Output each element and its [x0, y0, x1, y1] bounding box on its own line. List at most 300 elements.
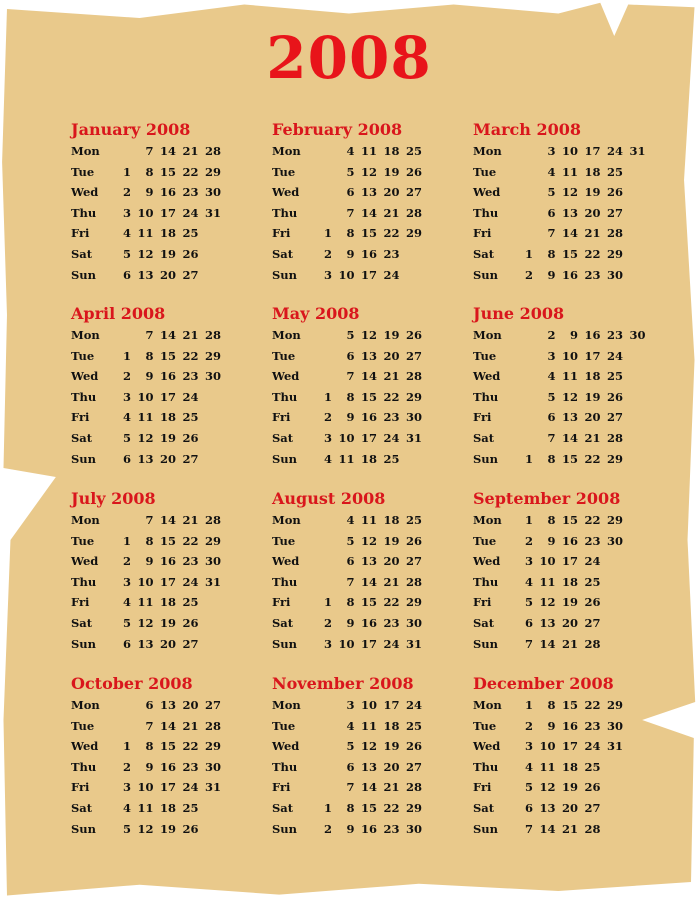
month-block: [71, 119, 271, 285]
weekday-row: [71, 244, 271, 265]
date-cell: 16: [360, 821, 377, 836]
date-cell: 20: [159, 636, 176, 651]
date-cell: 29: [405, 800, 422, 815]
weekday-label: Sat: [473, 430, 495, 445]
weekday-label: Thu: [473, 759, 499, 774]
date-cell: 1: [323, 595, 332, 610]
weekday-label: Tue: [71, 164, 95, 179]
date-cell: 24: [182, 389, 199, 404]
date-cell: 16: [584, 328, 601, 342]
date-cell: 12: [360, 328, 377, 342]
date-cell: 9: [547, 267, 556, 282]
date-cell: 8: [145, 348, 154, 363]
date-cell: 7: [547, 430, 556, 445]
date-cell: 29: [405, 389, 422, 404]
weekday-row: [473, 141, 673, 162]
weekday-row: [71, 265, 271, 286]
date-cell: 21: [182, 328, 199, 342]
date-cell: 25: [383, 451, 400, 466]
date-cell: 11: [561, 369, 578, 384]
date-cell: 31: [204, 574, 221, 589]
date-cell: 24: [182, 780, 199, 795]
date-cell: 8: [346, 226, 355, 241]
weekday-label: Thu: [272, 389, 298, 404]
date-cell: 6: [346, 759, 355, 774]
date-cell: 28: [204, 513, 221, 527]
weekday-label: Sun: [473, 451, 499, 466]
date-cell: 3: [122, 574, 131, 589]
date-cell: 15: [159, 533, 176, 548]
month-title: May 2008: [272, 304, 360, 323]
date-cell: 30: [606, 718, 623, 733]
date-cell: 2: [323, 246, 332, 261]
date-cell: 27: [182, 636, 199, 651]
weekday-label: Sat: [272, 615, 294, 630]
date-cell: 18: [360, 451, 377, 466]
date-cell: 9: [145, 554, 154, 569]
date-cell: 25: [606, 369, 623, 384]
date-cell: 25: [182, 595, 199, 610]
date-cell: 22: [584, 451, 601, 466]
weekday-label: Fri: [71, 780, 90, 795]
date-cell: 23: [584, 718, 601, 733]
date-cell: 4: [547, 164, 556, 179]
date-cell: 22: [383, 800, 400, 815]
date-cell: 6: [122, 451, 131, 466]
date-cell: 16: [360, 410, 377, 425]
weekday-row: [272, 182, 472, 203]
date-cell: 5: [122, 615, 131, 630]
date-cell: 13: [137, 451, 154, 466]
date-cell: 13: [539, 800, 556, 815]
date-cell: 26: [182, 821, 199, 836]
date-cell: 27: [204, 698, 221, 712]
weekday-row: [71, 592, 271, 613]
weekday-row: [272, 757, 472, 778]
date-cell: 19: [383, 328, 400, 342]
weekday-row: [71, 757, 271, 778]
date-cell: 28: [584, 636, 601, 651]
date-cell: 10: [561, 144, 578, 158]
date-cell: 2: [524, 267, 533, 282]
date-cell: 30: [405, 410, 422, 425]
weekday-row: [272, 366, 472, 387]
weekday-label: Thu: [71, 574, 97, 589]
weekday-row: [71, 387, 271, 408]
date-cell: 6: [547, 205, 556, 220]
date-cell: 29: [606, 451, 623, 466]
date-cell: 24: [606, 348, 623, 363]
date-cell: 27: [606, 205, 623, 220]
month-title: March 2008: [473, 120, 581, 139]
date-cell: 29: [405, 226, 422, 241]
weekday-row: [473, 182, 673, 203]
date-cell: 24: [182, 205, 199, 220]
date-cell: 2: [122, 185, 131, 200]
weekday-row: [71, 777, 271, 798]
month-title: November 2008: [272, 674, 414, 693]
date-cell: 3: [122, 205, 131, 220]
date-cell: 14: [539, 636, 556, 651]
weekday-row: [272, 510, 472, 531]
date-cell: 13: [561, 205, 578, 220]
date-cell: 17: [360, 267, 377, 282]
date-cell: 9: [346, 410, 355, 425]
weekday-row: [71, 695, 271, 716]
weekday-row: [473, 449, 673, 470]
date-cell: 28: [405, 205, 422, 220]
date-cell: 12: [137, 246, 154, 261]
weekday-label: Wed: [272, 739, 300, 754]
date-cell: 4: [524, 574, 533, 589]
date-cell: 25: [584, 574, 601, 589]
date-cell: 24: [383, 636, 400, 651]
date-cell: 22: [584, 246, 601, 261]
weekday-row: [71, 182, 271, 203]
weekday-row: [473, 387, 673, 408]
date-cell: 19: [159, 821, 176, 836]
date-cell: 11: [539, 759, 556, 774]
month-block: [71, 673, 271, 839]
date-cell: 11: [539, 574, 556, 589]
date-cell: 11: [360, 718, 377, 733]
weekday-label: Sun: [473, 267, 499, 282]
date-cell: 10: [137, 205, 154, 220]
date-cell: 4: [122, 226, 131, 241]
month-block: [473, 673, 673, 839]
date-cell: 26: [405, 328, 422, 342]
date-cell: 24: [405, 698, 422, 712]
date-cell: 19: [584, 185, 601, 200]
weekday-label: Sat: [473, 246, 495, 261]
weekday-row: [473, 777, 673, 798]
date-cell: 3: [524, 554, 533, 569]
weekday-row: [473, 407, 673, 428]
date-cell: 22: [584, 698, 601, 712]
date-cell: 13: [360, 554, 377, 569]
date-cell: 2: [122, 759, 131, 774]
date-cell: 1: [323, 389, 332, 404]
date-cell: 14: [159, 718, 176, 733]
date-cell: 5: [346, 328, 355, 342]
weekday-row: [71, 162, 271, 183]
month-title: February 2008: [272, 120, 403, 139]
date-cell: 13: [360, 185, 377, 200]
date-cell: 1: [122, 348, 131, 363]
date-cell: 13: [360, 759, 377, 774]
weekday-row: [71, 428, 271, 449]
date-cell: 21: [383, 369, 400, 384]
date-cell: 15: [159, 164, 176, 179]
date-cell: 3: [323, 430, 332, 445]
date-cell: 5: [122, 430, 131, 445]
weekday-row: [71, 634, 271, 655]
date-cell: 15: [360, 800, 377, 815]
weekday-label: Sun: [272, 267, 298, 282]
weekday-label: Sun: [71, 636, 97, 651]
date-cell: 8: [547, 513, 556, 527]
weekday-label: Tue: [272, 533, 296, 548]
weekday-label: Fri: [272, 410, 291, 425]
weekday-row: [473, 428, 673, 449]
weekday-row: [71, 325, 271, 346]
weekday-row: [272, 428, 472, 449]
weekday-row: [473, 366, 673, 387]
date-cell: 23: [584, 533, 601, 548]
date-cell: 29: [204, 164, 221, 179]
month-block: [473, 119, 673, 285]
date-cell: 13: [137, 267, 154, 282]
weekday-label: Wed: [473, 739, 501, 754]
date-cell: 21: [182, 513, 199, 527]
weekday-row: [71, 613, 271, 634]
month-title: April 2008: [71, 304, 166, 323]
date-cell: 11: [137, 226, 154, 241]
date-cell: 2: [323, 410, 332, 425]
weekday-row: [272, 265, 472, 286]
date-cell: 20: [561, 615, 578, 630]
date-cell: 17: [159, 205, 176, 220]
date-cell: 9: [569, 328, 578, 342]
weekday-label: Tue: [71, 533, 95, 548]
date-cell: 27: [584, 615, 601, 630]
date-cell: 11: [137, 595, 154, 610]
date-cell: 19: [159, 430, 176, 445]
date-cell: 21: [182, 718, 199, 733]
date-cell: 5: [122, 246, 131, 261]
date-cell: 6: [122, 267, 131, 282]
date-cell: 12: [561, 185, 578, 200]
weekday-label: Wed: [71, 554, 99, 569]
date-cell: 1: [524, 513, 533, 527]
weekday-label: Mon: [473, 144, 502, 158]
date-cell: 6: [346, 185, 355, 200]
weekday-row: [272, 716, 472, 737]
date-cell: 9: [346, 821, 355, 836]
date-cell: 13: [561, 410, 578, 425]
weekday-row: [272, 777, 472, 798]
date-cell: 24: [606, 144, 623, 158]
date-cell: 22: [584, 513, 601, 527]
weekday-row: [272, 387, 472, 408]
weekday-row: [473, 162, 673, 183]
date-cell: 12: [539, 595, 556, 610]
date-cell: 1: [122, 164, 131, 179]
date-cell: 11: [360, 513, 377, 527]
date-cell: 20: [383, 554, 400, 569]
weekday-label: Thu: [473, 205, 499, 220]
month-block: [272, 119, 472, 285]
weekday-label: Mon: [473, 698, 502, 712]
weekday-label: Wed: [272, 369, 300, 384]
date-cell: 11: [561, 164, 578, 179]
weekday-row: [272, 613, 472, 634]
date-cell: 8: [547, 451, 556, 466]
date-cell: 27: [405, 759, 422, 774]
date-cell: 4: [122, 410, 131, 425]
date-cell: 4: [346, 144, 355, 158]
date-cell: 26: [606, 185, 623, 200]
month-title: January 2008: [71, 120, 191, 139]
date-cell: 30: [606, 267, 623, 282]
date-cell: 16: [159, 185, 176, 200]
date-cell: 18: [561, 574, 578, 589]
weekday-row: [272, 325, 472, 346]
weekday-row: [272, 223, 472, 244]
date-cell: 17: [584, 348, 601, 363]
date-cell: 19: [383, 533, 400, 548]
date-cell: 4: [547, 369, 556, 384]
date-cell: 3: [547, 144, 556, 158]
month-title: October 2008: [71, 674, 193, 693]
weekday-row: [71, 531, 271, 552]
date-cell: 22: [182, 533, 199, 548]
weekday-row: [473, 572, 673, 593]
weekday-row: [473, 244, 673, 265]
date-cell: 13: [137, 636, 154, 651]
date-cell: 19: [159, 246, 176, 261]
date-cell: 1: [323, 800, 332, 815]
date-cell: 8: [547, 698, 556, 712]
weekday-label: Tue: [272, 718, 296, 733]
date-cell: 14: [159, 328, 176, 342]
date-cell: 20: [584, 205, 601, 220]
date-cell: 9: [547, 718, 556, 733]
date-cell: 28: [204, 718, 221, 733]
date-cell: 25: [405, 718, 422, 733]
date-cell: 26: [405, 739, 422, 754]
date-cell: 1: [122, 739, 131, 754]
date-cell: 29: [606, 246, 623, 261]
weekday-label: Sun: [272, 636, 298, 651]
weekday-label: Fri: [272, 226, 291, 241]
weekday-label: Sat: [473, 615, 495, 630]
date-cell: 21: [182, 144, 199, 158]
weekday-row: [71, 449, 271, 470]
date-cell: 24: [584, 739, 601, 754]
date-cell: 30: [606, 533, 623, 548]
date-cell: 29: [204, 739, 221, 754]
date-cell: 29: [606, 513, 623, 527]
date-cell: 16: [360, 615, 377, 630]
date-cell: 2: [547, 328, 556, 342]
date-cell: 10: [561, 348, 578, 363]
month-title: July 2008: [71, 489, 156, 508]
date-cell: 9: [346, 615, 355, 630]
weekday-row: [71, 407, 271, 428]
date-cell: 10: [338, 636, 355, 651]
date-cell: 15: [360, 226, 377, 241]
weekday-row: [473, 716, 673, 737]
weekday-row: [473, 203, 673, 224]
weekday-label: Thu: [272, 205, 298, 220]
weekday-label: Tue: [473, 533, 497, 548]
date-cell: 4: [346, 513, 355, 527]
date-cell: 29: [405, 595, 422, 610]
date-cell: 22: [383, 595, 400, 610]
date-cell: 1: [524, 246, 533, 261]
date-cell: 12: [561, 389, 578, 404]
weekday-label: Sat: [473, 800, 495, 815]
date-cell: 30: [405, 615, 422, 630]
date-cell: 30: [204, 759, 221, 774]
date-cell: 12: [360, 164, 377, 179]
weekday-row: [71, 551, 271, 572]
weekday-label: Tue: [272, 164, 296, 179]
date-cell: 2: [524, 718, 533, 733]
weekday-row: [272, 572, 472, 593]
date-cell: 23: [182, 185, 199, 200]
date-cell: 23: [383, 821, 400, 836]
date-cell: 21: [584, 226, 601, 241]
date-cell: 8: [145, 164, 154, 179]
date-cell: 16: [159, 759, 176, 774]
year-title: 2008: [266, 24, 432, 92]
date-cell: 11: [360, 144, 377, 158]
date-cell: 19: [159, 615, 176, 630]
date-cell: 17: [159, 780, 176, 795]
month-block: [71, 488, 271, 654]
date-cell: 18: [159, 595, 176, 610]
date-cell: 25: [584, 759, 601, 774]
date-cell: 21: [561, 636, 578, 651]
date-cell: 14: [360, 369, 377, 384]
date-cell: 1: [524, 698, 533, 712]
date-cell: 25: [606, 164, 623, 179]
weekday-row: [272, 819, 472, 840]
weekday-label: Sun: [71, 451, 97, 466]
weekday-label: Sat: [272, 246, 294, 261]
weekday-row: [71, 510, 271, 531]
date-cell: 11: [338, 451, 355, 466]
date-cell: 6: [122, 636, 131, 651]
date-cell: 18: [584, 369, 601, 384]
weekday-label: Wed: [272, 185, 300, 200]
date-cell: 12: [539, 780, 556, 795]
date-cell: 19: [383, 739, 400, 754]
weekday-row: [272, 736, 472, 757]
date-cell: 21: [584, 430, 601, 445]
date-cell: 29: [606, 698, 623, 712]
date-cell: 11: [137, 800, 154, 815]
weekday-label: Wed: [473, 554, 501, 569]
weekday-label: Tue: [272, 348, 296, 363]
weekday-label: Sat: [71, 800, 93, 815]
date-cell: 18: [383, 144, 400, 158]
date-cell: 7: [346, 574, 355, 589]
date-cell: 5: [524, 595, 533, 610]
date-cell: 14: [360, 780, 377, 795]
weekday-label: Mon: [71, 144, 100, 158]
weekday-row: [473, 695, 673, 716]
date-cell: 22: [182, 164, 199, 179]
date-cell: 15: [561, 451, 578, 466]
date-cell: 29: [204, 348, 221, 363]
date-cell: 15: [360, 595, 377, 610]
date-cell: 26: [182, 615, 199, 630]
weekday-label: Sat: [71, 615, 93, 630]
date-cell: 20: [182, 698, 199, 712]
date-cell: 8: [346, 389, 355, 404]
date-cell: 27: [405, 185, 422, 200]
date-cell: 4: [346, 718, 355, 733]
weekday-row: [473, 798, 673, 819]
weekday-label: Sat: [272, 430, 294, 445]
weekday-label: Mon: [272, 328, 301, 342]
date-cell: 25: [182, 226, 199, 241]
date-cell: 24: [383, 267, 400, 282]
date-cell: 18: [561, 759, 578, 774]
